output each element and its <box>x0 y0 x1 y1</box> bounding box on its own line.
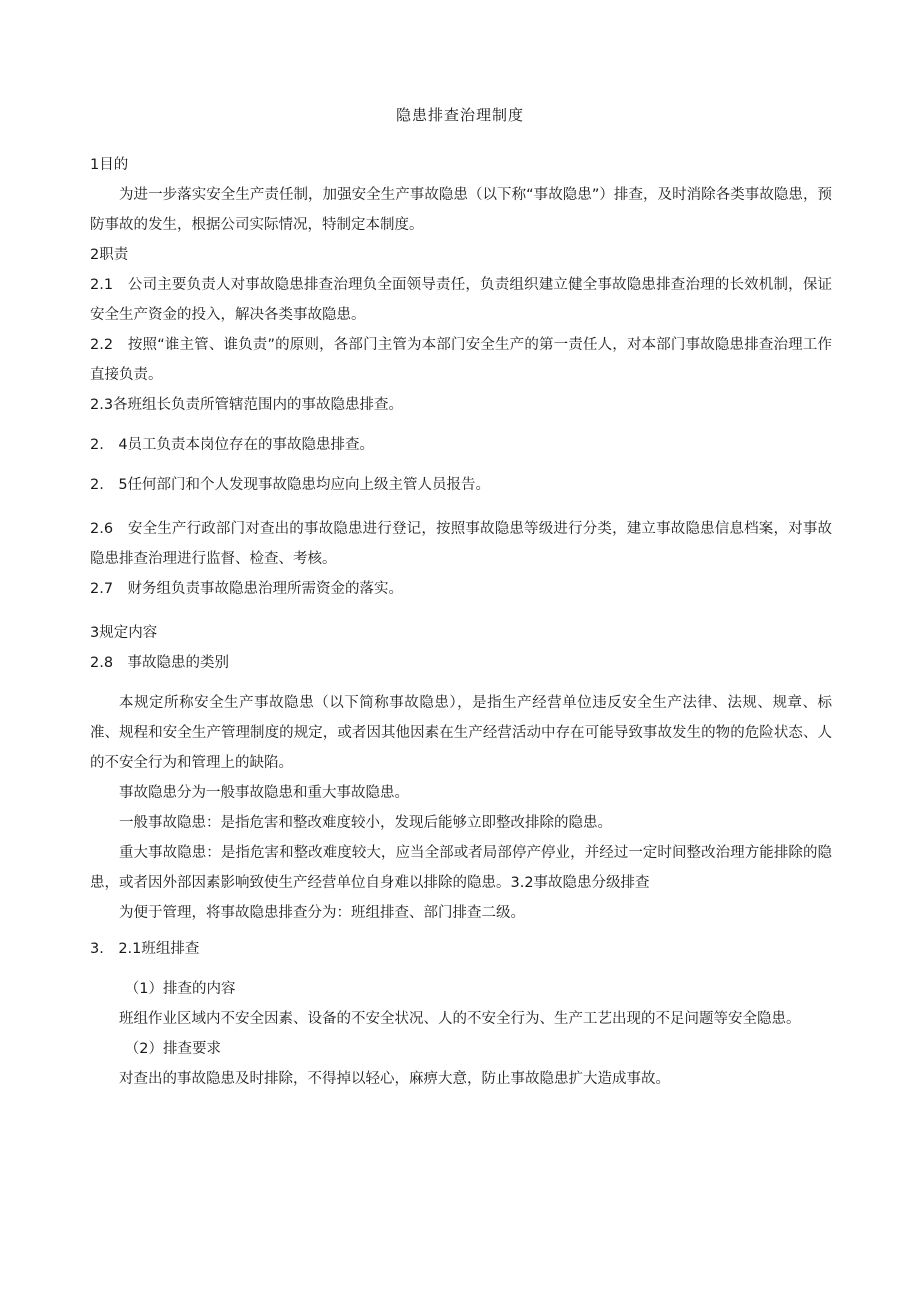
clause-2-8: 2.8 事故隐患的类别 <box>90 655 230 671</box>
clause-2-4: 2. 4员工负责本岗位存在的事故隐患排查。 <box>90 437 375 453</box>
paragraph-general-hazard: 一般事故隐患：是指危害和整改难度较小，发现后能够立即整改排除的隐患。 <box>119 815 612 831</box>
item-1-heading: （1）排查的内容 <box>124 981 236 997</box>
section-heading-purpose: 1目的 <box>90 157 129 173</box>
section-heading-duties: 2职责 <box>90 247 129 263</box>
clause-2-1: 2.1 公司主要负责人对事故隐患排查治理负全面领导责任，负责组织建立健全事故隐患排查治理的长效机制，保证安全生产资金的投入，解决各类事故隐患。 <box>90 277 832 323</box>
section-heading-provisions: 3规定内容 <box>90 625 158 641</box>
clause-2-5: 2. 5任何部门和个人发现事故隐患均应向上级主管人员报告。 <box>90 477 491 493</box>
paragraph-purpose: 为进一步落实安全生产责任制，加强安全生产事故隐患（以下称“事故隐患”）排查，及时消除各类事故隐患，预防事故的发生，根据公司实际情况，特制定本制度。 <box>90 187 832 233</box>
document-body <box>90 150 832 1094</box>
item-2-text: 对查出的事故隐患及时排除，不得掉以轻心，麻痹大意，防止事故隐患扩大造成事故。 <box>119 1071 670 1087</box>
clause-2-3: 2.3各班组长负责所管辖范围内的事故隐患排查。 <box>90 397 404 413</box>
clause-3-2-1: 3. 2.1班组排查 <box>90 941 200 957</box>
item-1-text: 班组作业区域内不安全因素、设备的不安全状况、人的不安全行为、生产工艺出现的不足问题等安全隐患。 <box>119 1011 801 1027</box>
paragraph-levels: 为便于管理，将事故隐患排查分为：班组排查、部门排查二级。 <box>119 905 525 921</box>
clause-2-2: 2.2 按照“谁主管、谁负责”的原则，各部门主管为本部门安全生产的第一责任人，对本部门事故隐患排查治理工作直接负责。 <box>90 337 832 383</box>
paragraph-classification: 事故隐患分为一般事故隐患和重大事故隐患。 <box>119 785 409 801</box>
clause-2-7: 2.7 财务组负责事故隐患治理所需资金的落实。 <box>90 581 404 597</box>
item-2-heading: （2）排查要求 <box>124 1041 222 1057</box>
paragraph-major-hazard: 重大事故隐患：是指危害和整改难度较大，应当全部或者局部停产停业，并经过一定时间整改治理方能排除的隐患，或者因外部因素影响致使生产经营单位自身难以排除的隐患。3.2事故隐患分级排查 <box>90 845 832 891</box>
document-title: 隐患排查治理制度 <box>395 106 524 124</box>
paragraph-definition: 本规定所称安全生产事故隐患（以下简称事故隐患），是指生产经营单位违反安全生产法律、法规、规章、标准、规程和安全生产管理制度的规定，或者因其他因素在生产经营活动中存在可能导致事故发生的物的危险状态、人的不安全行为和管理上的缺陷。 <box>90 695 832 771</box>
clause-2-6: 2.6 安全生产行政部门对查出的事故隐患进行登记，按照事故隐患等级进行分类，建立事故隐患信息档案，对事故隐患排查治理进行监督、检查、考核。 <box>90 521 832 567</box>
